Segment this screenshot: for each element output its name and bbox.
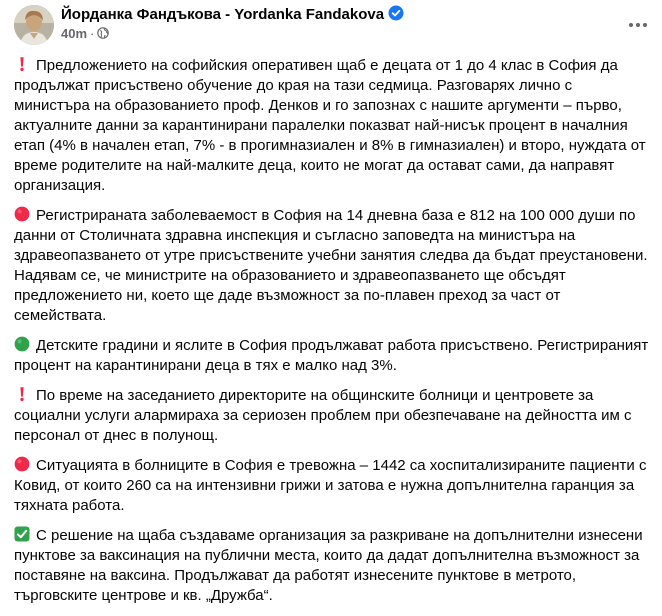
exclamation-icon — [14, 386, 30, 402]
post-paragraph — [14, 56, 652, 196]
post-paragraph — [14, 336, 652, 376]
meta-separator: · — [90, 26, 95, 41]
paragraph-text: Регистрираната заболеваемост в София на 14 дневна база е 812 на 100 000 души по данни от Столичната здравна инспекция и съгласно заповедта на министъра на здравеопазването от утре присъствените учебни занятия следва да бъдат преустановени. Надявам се, че министрите на образованието и здравеопазването ще обсъдят предложението ни, което ще даде възможност за по-плавен преход за част от семействата. — [14, 207, 648, 324]
post-body — [14, 56, 652, 616]
red-circle-icon — [14, 456, 30, 472]
globe-icon[interactable] — [97, 27, 109, 39]
exclamation-icon — [14, 56, 30, 72]
post-header — [0, 0, 662, 48]
post-meta — [61, 26, 109, 42]
post-paragraph — [14, 526, 652, 606]
author-name[interactable]: Йорданка Фандъкова - Yordanka Fandakova — [61, 6, 385, 23]
check-mark-icon — [14, 526, 30, 542]
paragraph-text: Ситуацията в болниците в София е тревожна – 1442 са хоспитализираните пациенти с Ковид, от които 260 са на интензивни грижи и затова е нужна допълнителна гаранция за тяхната работа. — [14, 457, 647, 514]
red-circle-icon — [14, 206, 30, 222]
post-paragraph — [14, 206, 652, 326]
post-paragraph — [14, 456, 652, 516]
post-paragraph — [14, 386, 652, 446]
post-timestamp[interactable]: 40m — [61, 26, 88, 41]
green-circle-icon — [14, 336, 30, 352]
verified-badge-icon — [388, 5, 404, 21]
more-options-button[interactable] — [622, 8, 654, 40]
author-avatar[interactable] — [14, 5, 54, 45]
author-name-line — [61, 5, 404, 25]
paragraph-text: По време на заседанието директорите на общинските болници и центровете за социални услуги алармираха за сериозен проблем при обезпечаване на дейността им с персонал от днес в полунощ. — [14, 387, 632, 444]
paragraph-text: С решение на щаба създаваме организация за разкриване на допълнителни изнесени пунктове за ваксинация на публични места, които да дадат допълнителна възможност за поставяне на ваксина. Продължават да работят изнесените пунктове в метрото, търговските центрове и кв. „Дружба“. — [14, 527, 643, 604]
more-options-icon — [628, 15, 648, 33]
paragraph-text: Детските градини и яслите в София продължават работа присъствено. Регистрираният процент на карантинирани деца в тях е малко над 3%. — [14, 337, 649, 374]
paragraph-text: Предложението на софийския оперативен щаб е децата от 1 до 4 клас в София да продължат присъствено обучение до края на тази седмица. Разговарях лично с министъра на образованието проф. Денков и го запознах с нашите аргументи – първо, актуалните данни за карантинирани паралелки показват най-нисък процент в началния етап (4% в начален етап, 7% - в прогимназиален и 8% в гимназиален) и второ, нуждата от време родителите на най-малките деца, които не могат да остават сами, да направят организация. — [14, 57, 646, 194]
